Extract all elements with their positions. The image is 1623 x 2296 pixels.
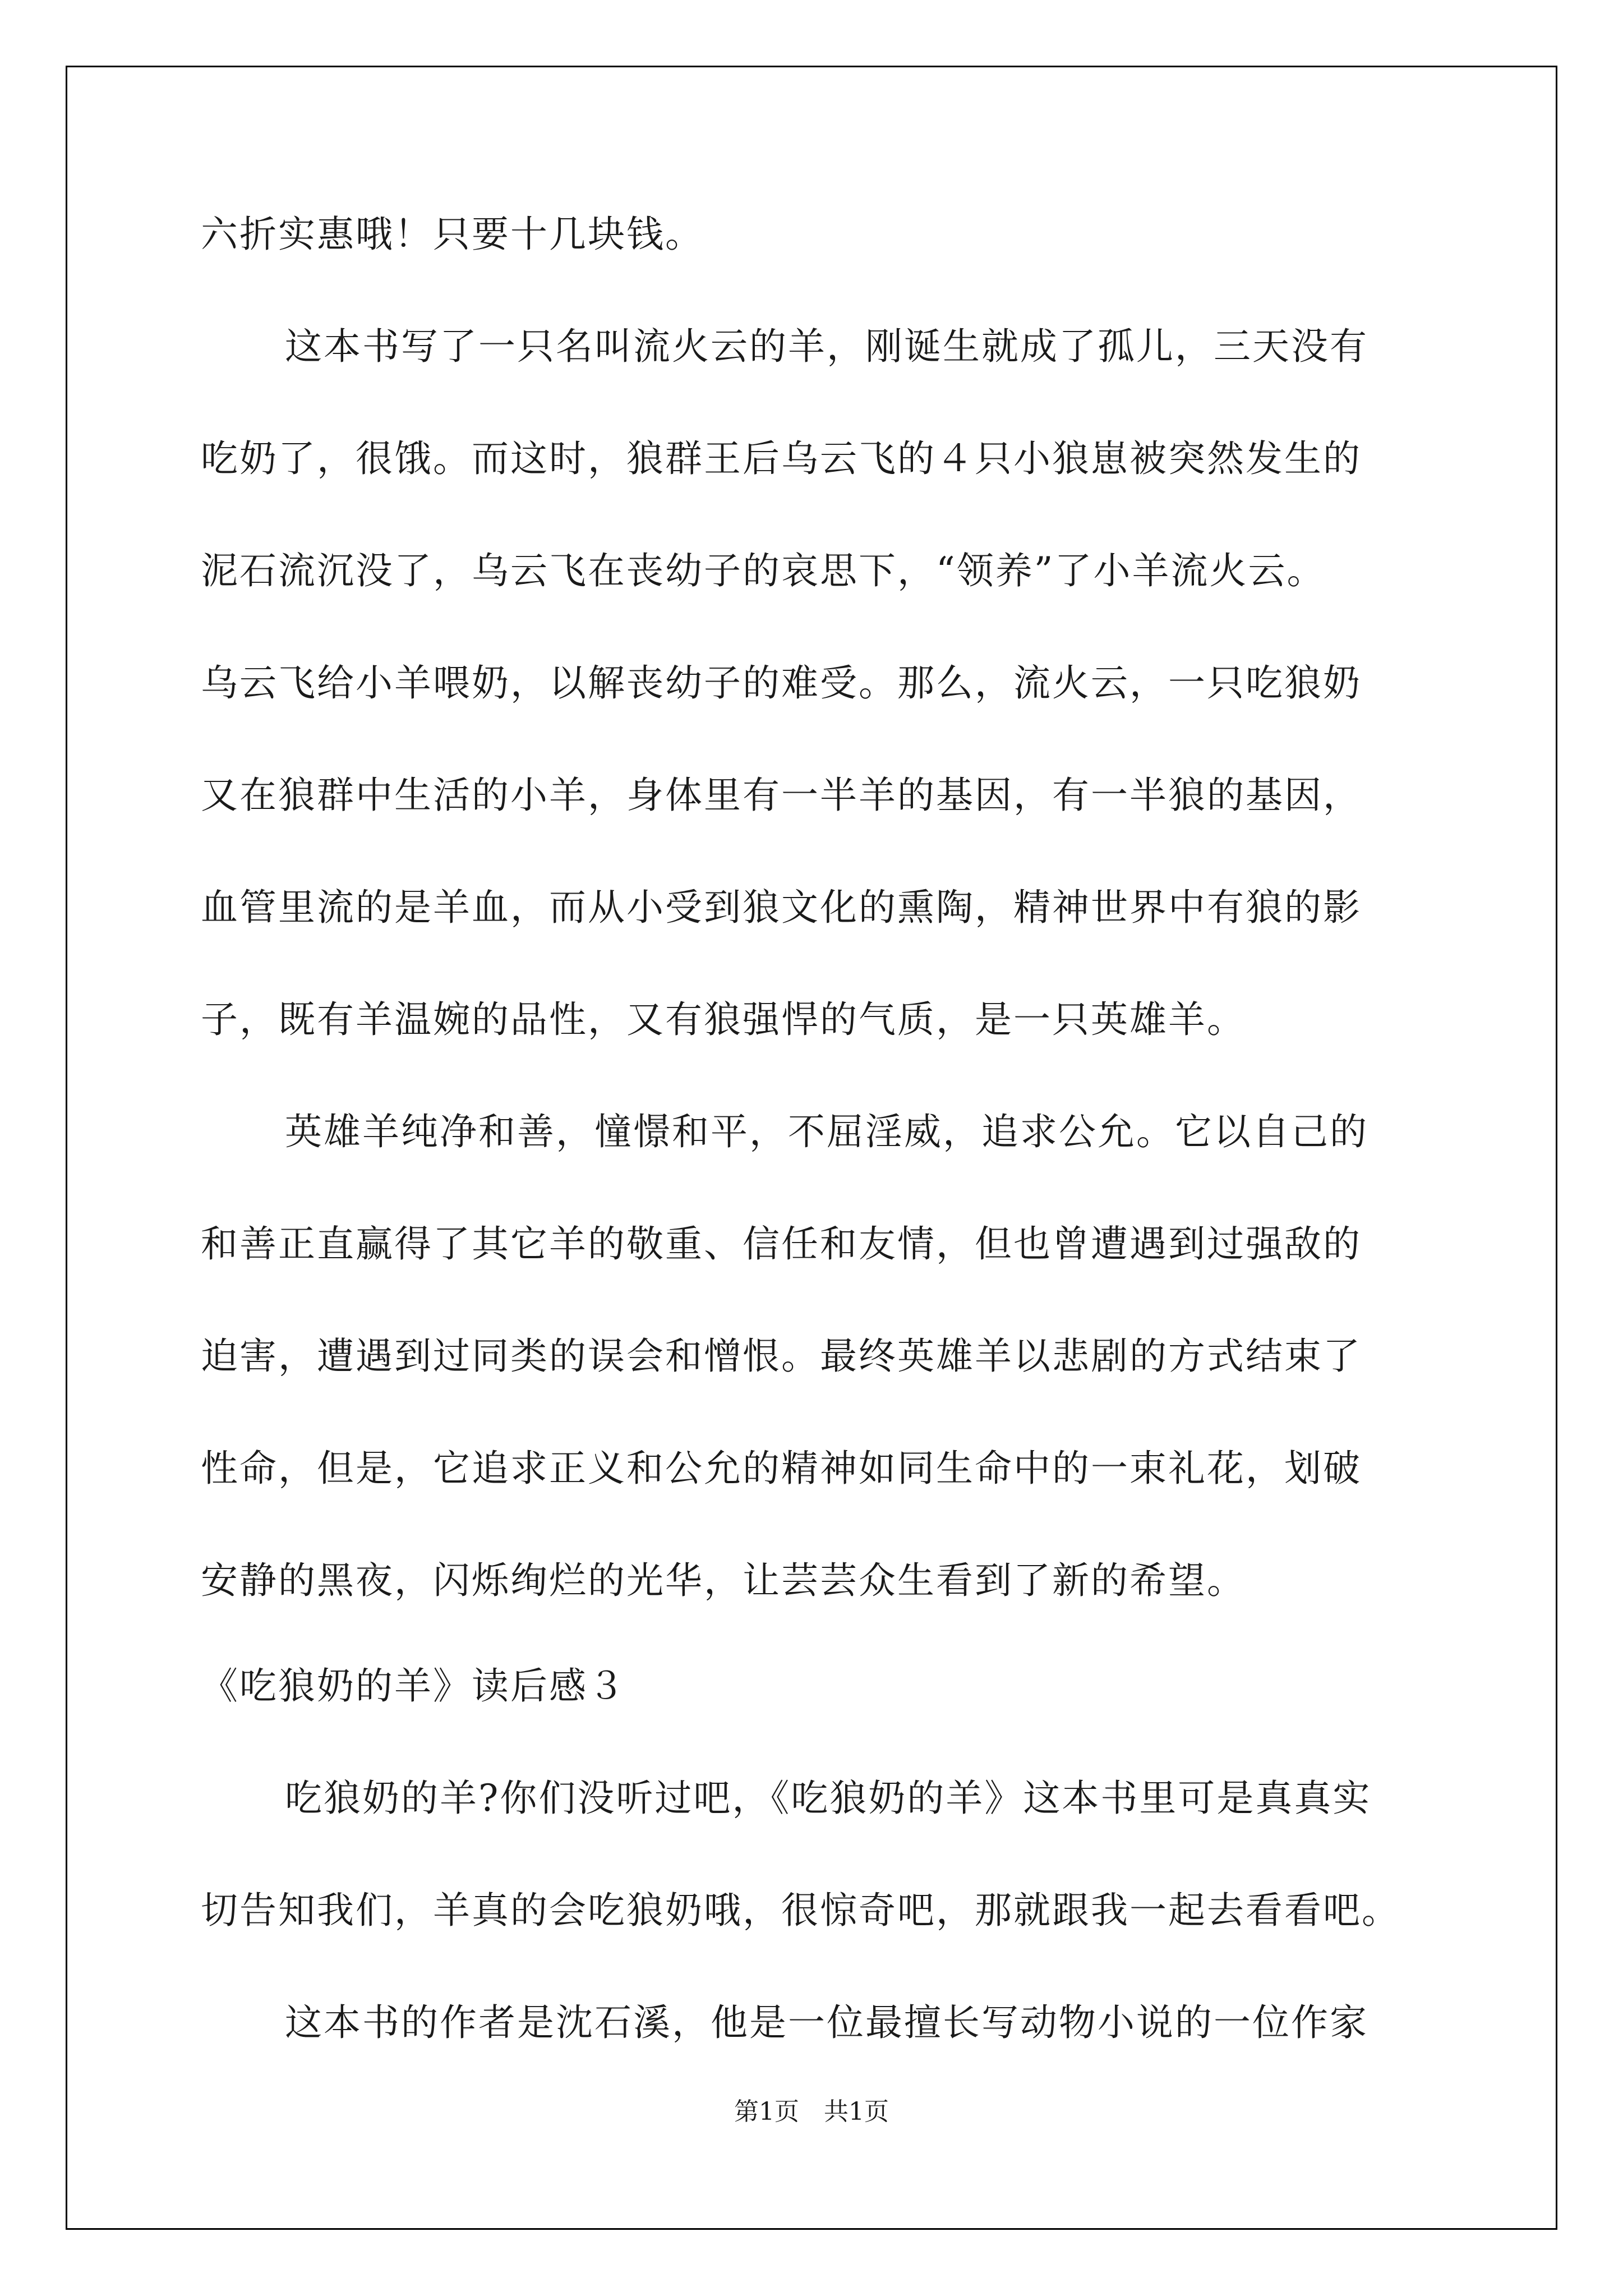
text-line-4: 泥石流沉没了，乌云飞在丧幼子的哀思下，“领养”了小羊流火云。: [201, 549, 1326, 592]
text-line-15: 吃狼奶的羊?你们没听过吧，《吃狼奶的羊》这本书里可是真真实: [285, 1777, 1372, 1820]
text-line-2: 这本书写了一只名叫流火云的羊，刚诞生就成了孤儿，三天没有: [285, 325, 1368, 368]
text-line-13: 安静的黑夜，闪烁绚烂的光华，让芸芸众生看到了新的希望。: [201, 1559, 1246, 1602]
text-line-11: 迫害，遭遇到过同类的误会和憎恨。最终英雄羊以悲剧的方式结束了: [201, 1335, 1362, 1378]
text-line-5: 乌云飞给小羊喂奶，以解丧幼子的难受。那么，流火云，一只吃狼奶: [201, 661, 1362, 705]
text-line-9: 英雄羊纯净和善，憧憬和平，不屈淫威，追求公允。它以自己的: [285, 1110, 1368, 1153]
text-line-3: 吃奶了，很饿。而这时，狼群王后乌云飞的４只小狼崽被突然发生的: [201, 437, 1362, 480]
text-line-10: 和善正直赢得了其它羊的敬重、信任和友情，但也曾遭遇到过强敌的: [201, 1222, 1362, 1266]
text-line-8: 子，既有羊温婉的品性，又有狼强悍的气质，是一只英雄羊。: [201, 998, 1246, 1041]
text-line-6: 又在狼群中生活的小羊，身体里有一半羊的基因，有一半狼的基因，: [201, 774, 1362, 817]
section-heading: 《吃狼奶的羊》读后感３: [201, 1664, 626, 1708]
text-line-12: 性命，但是，它追求正义和公允的精神如同生命中的一束礼花，划破: [201, 1447, 1362, 1490]
text-line-16: 切告知我们，羊真的会吃狼奶哦，很惊奇吧，那就跟我一起去看看吧。: [201, 1889, 1400, 1932]
text-line-7: 血管里流的是羊血，而从小受到狼文化的熏陶，精神世界中有狼的影: [201, 886, 1362, 929]
text-line-1: 六折实惠哦！只要十几块钱。: [201, 213, 704, 256]
page-footer: 第1页 共1页: [734, 2097, 889, 2126]
text-line-17: 这本书的作者是沈石溪，他是一位最擅长写动物小说的一位作家: [285, 2001, 1368, 2044]
